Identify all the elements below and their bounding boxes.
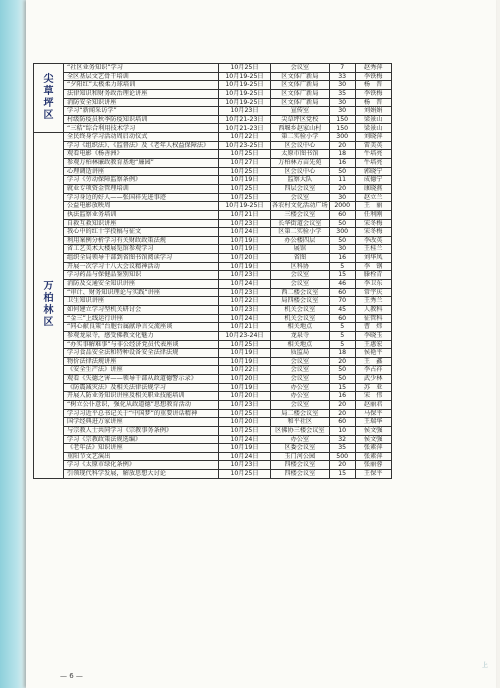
activity-cell: 消防安全知识讲座 xyxy=(64,98,219,107)
activity-cell: 观看电影《杨善洲》 xyxy=(64,150,219,159)
activity-cell: 学习“新闻采访学” xyxy=(64,107,219,116)
contact-person-cell: 王桂兰 xyxy=(355,245,391,254)
activity-cell: “审计、财务知识理论与实践”讲座 xyxy=(64,288,219,297)
contact-person-cell: 梁景山 xyxy=(355,115,391,124)
contact-person-cell: 刘晓萍 xyxy=(355,133,391,142)
attendee-count-cell: 16 xyxy=(329,392,355,401)
table-row xyxy=(34,357,392,366)
time-cell: 10月23日 xyxy=(219,461,271,470)
district-name: 万柏林区 xyxy=(43,281,54,329)
contact-person-cell: 刘华凤 xyxy=(355,254,391,263)
contact-person-cell: 马保平 xyxy=(355,409,391,418)
activity-cell: 执法监察业务培训 xyxy=(64,210,219,219)
contact-person-cell: 梁景山 xyxy=(355,124,391,133)
place-cell: 会议室 xyxy=(271,400,330,409)
place-cell: 区第二实验小学 xyxy=(271,228,330,237)
table-row xyxy=(34,297,392,306)
attendee-count-cell: 35 xyxy=(329,89,355,98)
place-cell: 办公楼四层 xyxy=(271,236,330,245)
table-row xyxy=(34,470,392,479)
activity-cell: 法律知识和财务政治理论讲座 xyxy=(64,89,219,98)
time-cell: 10月24日 xyxy=(219,280,271,289)
place-cell: 区文体广新局 xyxy=(271,98,330,107)
table-row xyxy=(34,202,392,211)
attendee-count-cell: 7 xyxy=(329,64,355,73)
place-cell: 相关地点 xyxy=(271,323,330,332)
contact-person-cell: 李卫东 xyxy=(355,280,391,289)
time-cell: 10月22日 xyxy=(219,297,271,306)
attendee-count-cell: 16 xyxy=(329,254,355,263)
activity-cell: 组织全局领导干部到省图书馆阅读学习 xyxy=(64,254,219,263)
time-cell: 10月19日 xyxy=(219,349,271,358)
place-cell: 区佛协三楼会议室 xyxy=(271,426,330,435)
place-cell: 区科协 xyxy=(271,262,330,271)
time-cell: 10月19-25日 xyxy=(219,72,271,81)
attendee-count-cell: 60 xyxy=(329,314,355,323)
attendee-count-cell: 18 xyxy=(329,150,355,159)
attendee-count-cell: 60 xyxy=(329,418,355,427)
activity-cell: 学习食品安全法和特种设备安全法律法规 xyxy=(64,349,219,358)
contact-person-cell: 王 丽 xyxy=(355,202,391,211)
place-cell: 办公室 xyxy=(271,435,330,444)
table-row xyxy=(34,193,392,202)
activity-cell: 利用案例分析学习有关财政政策法规 xyxy=(64,236,219,245)
place-cell: 四层会议室 xyxy=(271,184,330,193)
time-cell: 10月21日 xyxy=(219,210,271,219)
attendee-count-cell: 5 xyxy=(329,331,355,340)
attendee-count-cell: 20 xyxy=(329,400,355,409)
table-row xyxy=(34,184,392,193)
time-cell: 10月23日 xyxy=(219,107,271,116)
attendee-count-cell: 70 xyxy=(329,297,355,306)
contact-person-cell: 苏 亚 xyxy=(355,383,391,392)
time-cell: 10月23-25日 xyxy=(219,141,271,150)
attendee-count-cell: 50 xyxy=(329,219,355,228)
activity-cell: 与宗教人士共同学习《宗教事务条例》 xyxy=(64,426,219,435)
contact-person-cell: 侯文强 xyxy=(355,435,391,444)
activity-cell: 如何建立学习型机关研讨会 xyxy=(64,305,219,314)
attendee-count-cell: 11 xyxy=(329,176,355,185)
activity-table xyxy=(33,63,392,479)
district-cell xyxy=(34,64,64,133)
time-cell: 10月25日 xyxy=(219,184,271,193)
attendee-count-cell: 5 xyxy=(329,262,355,271)
activity-cell: 全民终身学习活动周启动仪式 xyxy=(64,133,219,142)
activity-cell: 心理调适讲座 xyxy=(64,167,219,176)
contact-person-cell: 王 鑫 xyxy=(355,357,391,366)
place-cell: 第二实验小学 xyxy=(271,133,330,142)
table-row xyxy=(34,323,392,332)
place-cell: 区委会议室 xyxy=(271,444,330,453)
table-row xyxy=(34,262,392,271)
place-cell: 会议室 xyxy=(271,366,330,375)
contact-person-cell: 任利刚 xyxy=(355,210,391,219)
activity-cell: 国学经典进万家讲座 xyxy=(64,418,219,427)
time-cell: 10月24日 xyxy=(219,435,271,444)
contact-person-cell: 赵秀萍 xyxy=(355,64,391,73)
time-cell: 10月19日 xyxy=(219,383,271,392)
attendee-count-cell: 33 xyxy=(329,72,355,81)
attendee-count-cell: 2000 xyxy=(329,202,355,211)
time-cell: 10月25日 xyxy=(219,150,271,159)
district-cell xyxy=(34,133,64,479)
time-cell: 10月25日 xyxy=(219,340,271,349)
place-cell: 西堰乡赵家山村 xyxy=(271,124,330,133)
table-row xyxy=(34,366,392,375)
time-cell: 10月23-24日 xyxy=(219,331,271,340)
activity-cell: “金三”上线运行讲座 xyxy=(64,314,219,323)
activity-cell: “树立公仆意识，强化从政道德”思想教育活动 xyxy=(64,400,219,409)
activity-cell: 引领现代科学发展，解放思想大讨论 xyxy=(64,470,219,479)
attendee-count-cell: 150 xyxy=(329,115,355,124)
place-cell: 各农村文化活动广场 xyxy=(272,202,328,210)
activity-cell: 开展一次学习十八大会议精神活动 xyxy=(64,262,219,271)
activity-cell: 全区基层文艺骨干培训 xyxy=(64,72,219,81)
activity-cell: 我心中的红十字投稿与征文 xyxy=(64,228,219,237)
place-cell: 质监局 xyxy=(271,349,330,358)
time-cell: 10月23日 xyxy=(219,271,271,280)
contact-person-cell: 雷美英 xyxy=(355,141,391,150)
place-cell: 区会议中心 xyxy=(271,167,330,176)
activity-cell: “三秸”综合利用技术学习 xyxy=(64,124,219,133)
attendee-count-cell: 20 xyxy=(329,461,355,470)
activity-cell: 自救互救知识讲座 xyxy=(64,219,219,228)
place-cell: 区文体广新局 xyxy=(271,72,330,81)
table-row xyxy=(34,444,392,453)
margin-note: 上 xyxy=(482,662,489,669)
time-cell: 10月24日 xyxy=(219,228,271,237)
contact-person-cell: 常宇庆 xyxy=(355,288,391,297)
district-name: 尖草坪区 xyxy=(43,74,54,122)
table-row xyxy=(34,375,392,384)
contact-person-cell: 李占祥 xyxy=(355,366,391,375)
place-cell: 相关地点 xyxy=(271,340,330,349)
contact-person-cell: 赵立兰 xyxy=(355,193,391,202)
place-cell: 会议室 xyxy=(271,280,330,289)
time-cell: 10月23日 xyxy=(219,400,271,409)
contact-person-cell: 侯文强 xyxy=(355,426,391,435)
place-cell: 办公室 xyxy=(271,383,330,392)
activity-cell: 学习《太原市绿化条例》 xyxy=(64,461,219,470)
activity-cell: 参观万柏林廉政教育基地“廉园” xyxy=(64,159,219,168)
table-row xyxy=(34,141,392,150)
activity-cell: 学习药品与保健品鉴别知识 xyxy=(64,271,219,280)
activity-cell: 物价法律法规讲座 xyxy=(64,357,219,366)
table-row xyxy=(34,288,392,297)
activity-cell: 《防震减灾法》及相关法律法规学习 xyxy=(64,383,219,392)
attendee-count-cell: 300 xyxy=(329,228,355,237)
table-row xyxy=(34,98,392,107)
activity-cell: “夕阳红”太极柔力球培训 xyxy=(64,81,219,90)
activity-cell: 公益电影放映周 xyxy=(64,202,219,211)
table-row xyxy=(34,349,392,358)
attendee-count-cell: 30 xyxy=(329,193,355,202)
time-cell: 10月25日 xyxy=(219,167,271,176)
activity-cell: 学习身边的好人——张国祥先进事迹 xyxy=(64,193,219,202)
table-row xyxy=(34,271,392,280)
table-row xyxy=(34,228,392,237)
time-cell: 10月21日 xyxy=(219,323,271,332)
attendee-count-cell: 20 xyxy=(329,184,355,193)
table-row xyxy=(34,210,392,219)
contact-person-cell: 王惠宏 xyxy=(355,340,391,349)
table-row xyxy=(34,64,392,73)
table-row xyxy=(34,392,392,401)
attendee-count-cell: 15 xyxy=(329,383,355,392)
place-cell: 四楼会议室 xyxy=(271,470,330,479)
attendee-count-cell: 60 xyxy=(329,288,355,297)
contact-person-cell: 刘娟娟 xyxy=(355,107,391,116)
activity-cell: “社区业务知识”学习 xyxy=(64,64,219,73)
activity-cell: 重阳节文艺演出 xyxy=(64,452,219,461)
time-cell: 10月24日 xyxy=(219,314,271,323)
contact-person-cell: 杨 晋 xyxy=(355,98,391,107)
activity-cell: “同心献良策”台胞台属献诤言交流座谈 xyxy=(64,323,219,332)
place-cell: 四楼会议室 xyxy=(271,461,330,470)
scan-background-edge xyxy=(0,0,28,688)
activity-cell: 消防及交通安全知识讲座 xyxy=(64,280,219,289)
contact-person-cell: 侯艳平 xyxy=(355,349,391,358)
attendee-count-cell: 500 xyxy=(329,452,355,461)
contact-person-cell: 曹 炜 xyxy=(355,323,391,332)
contact-person-cell: 人教科 xyxy=(355,305,391,314)
time-cell: 10月19-25日 xyxy=(219,89,271,98)
time-cell: 10月20日 xyxy=(219,392,271,401)
time-cell: 10月23日 xyxy=(219,305,271,314)
table-row xyxy=(34,133,392,142)
place-cell: 区文体广新局 xyxy=(271,89,330,98)
time-cell: 10月22日 xyxy=(219,366,271,375)
table-row xyxy=(34,280,392,289)
time-cell: 10月23日 xyxy=(219,219,271,228)
table-row xyxy=(34,115,392,124)
contact-person-cell: 宋冬梅 xyxy=(355,219,391,228)
time-cell: 10月27日 xyxy=(219,159,271,168)
time-cell: 10月20日 xyxy=(219,418,271,427)
attendee-count-cell: 30 xyxy=(329,98,355,107)
time-cell: 10月19-25日 xyxy=(219,81,271,90)
attendee-count-cell: 30 xyxy=(329,107,355,116)
place-cell: 展馆 xyxy=(271,245,330,254)
table-row xyxy=(34,461,392,470)
activity-cell: 就业专项资金管理培训 xyxy=(64,184,219,193)
contact-person-cell: 张素萍 xyxy=(355,444,391,453)
place-cell: 长华街道会议室 xyxy=(271,219,330,228)
table-row xyxy=(34,107,392,116)
table-row xyxy=(34,340,392,349)
time-cell: 10月19日 xyxy=(219,176,271,185)
time-cell: 10月19日 xyxy=(219,236,271,245)
activity-cell: 开展人防业务知识讲座及相关职业技能培训 xyxy=(64,392,219,401)
contact-person-cell: 牛培亮 xyxy=(355,159,391,168)
contact-person-cell: 张素萍 xyxy=(355,452,391,461)
time-cell: 10月24日 xyxy=(219,452,271,461)
attendee-count-cell: 20 xyxy=(329,141,355,150)
contact-person-cell: 王秀兰 xyxy=(355,297,391,306)
contact-person-cell: 武少林 xyxy=(355,375,391,384)
activity-cell: 村级防疫员秋季防疫知识培训 xyxy=(64,115,219,124)
place-cell: 万柏林方亩先苑 xyxy=(271,159,330,168)
table-row xyxy=(34,452,392,461)
attendee-count-cell: 15 xyxy=(329,271,355,280)
attendee-count-cell: 50 xyxy=(329,366,355,375)
place-cell: 会议室 xyxy=(271,64,330,73)
attendee-count-cell: 50 xyxy=(329,375,355,384)
place-cell: 会议室 xyxy=(271,271,330,280)
place-cell: 会议室 xyxy=(271,357,330,366)
time-cell: 10月23日 xyxy=(219,288,271,297)
time-cell: 10月20日 xyxy=(219,375,271,384)
table-row xyxy=(34,418,392,427)
time-cell: 10月19日 xyxy=(219,444,271,453)
place-cell: 龙泉寺 xyxy=(271,331,330,340)
place-cell: 机关会议室 xyxy=(271,314,330,323)
time-cell: 10月20日 xyxy=(219,254,271,263)
table-row xyxy=(34,72,392,81)
activity-cell: 学习习近平总书记关于“中国梦”的重要讲话精神 xyxy=(64,409,219,418)
attendee-count-cell: 150 xyxy=(329,124,355,133)
place-cell: 和平社区 xyxy=(271,418,330,427)
time-cell: 10月21-23日 xyxy=(219,124,271,133)
time-cell: 10月19日 xyxy=(219,357,271,366)
place-cell: 办公室 xyxy=(271,392,330,401)
attendee-count-cell: 50 xyxy=(329,167,355,176)
table-row xyxy=(34,236,392,245)
table-row xyxy=(34,400,392,409)
table-row xyxy=(34,426,392,435)
table-row xyxy=(34,176,392,185)
time-cell: 10月19-25日 xyxy=(219,202,271,211)
place-cell: 西二楼会议室 xyxy=(271,288,330,297)
contact-person-cell: 李铁梅 xyxy=(355,89,391,98)
attendee-count-cell: 50 xyxy=(329,236,355,245)
contact-person-cell: 赵丽君 xyxy=(355,400,391,409)
table-row xyxy=(34,245,392,254)
table-row xyxy=(34,383,392,392)
activity-cell: 《老年法》知识讲座 xyxy=(64,444,219,453)
activity-cell: 观看《失德之害——领导干部从政道德警示录》 xyxy=(64,375,219,384)
attendee-count-cell: 32 xyxy=(329,435,355,444)
place-cell: 局四楼会议室 xyxy=(271,297,330,306)
place-cell: 机关会议室 xyxy=(271,305,330,314)
contact-person-cell: 成德宁 xyxy=(355,176,391,185)
place-cell: 三楼会议室 xyxy=(271,210,330,219)
activity-cell: 学习《宗教政策法规选编》 xyxy=(64,435,219,444)
time-cell: 10月25日 xyxy=(219,409,271,418)
place-cell: 省图 xyxy=(271,254,330,263)
contact-person-cell: 宋冬梅 xyxy=(355,228,391,237)
time-cell: 10月25日 xyxy=(219,64,271,73)
time-cell: 10月25日 xyxy=(219,470,271,479)
contact-person-cell: 张丽蓉 xyxy=(355,461,391,470)
attendee-count-cell: 45 xyxy=(329,305,355,314)
contact-person-cell: 郭晓宁 xyxy=(355,167,391,176)
activity-cell: 学习《劳动保障监察条例》 xyxy=(64,176,219,185)
table-row xyxy=(34,81,392,90)
activity-cell: 学习《组织法》、《监督法》及《老年人权益保障法》 xyxy=(64,141,219,150)
contact-person-cell: 牛培亮 xyxy=(355,150,391,159)
attendee-count-cell: 20 xyxy=(329,409,355,418)
contact-person-cell: 滕栓青 xyxy=(355,271,391,280)
attendee-count-cell: 10 xyxy=(329,426,355,435)
time-cell: 10月25日 xyxy=(219,193,271,202)
table-row xyxy=(34,331,392,340)
place-cell: 局二楼会议室 xyxy=(271,409,330,418)
attendee-count-cell: 300 xyxy=(329,133,355,142)
activity-cell: 参观龙泉寺，感受佛教文化魅力 xyxy=(64,331,219,340)
place-cell: 会议室 xyxy=(271,193,330,202)
table-row xyxy=(34,167,392,176)
place-cell: 区会议中心 xyxy=(271,141,330,150)
attendee-count-cell: 30 xyxy=(329,245,355,254)
attendee-count-cell: 30 xyxy=(329,81,355,90)
place-cell: 监察大队 xyxy=(271,176,330,185)
activity-cell: “办实事解难事”与非公经济党员代表座谈 xyxy=(64,340,219,349)
contact-person-cell: 康晓燕 xyxy=(355,184,391,193)
time-cell: 10月19-25日 xyxy=(219,98,271,107)
time-cell: 10月19日 xyxy=(219,245,271,254)
activity-cell: 《安全生产法》讲座 xyxy=(64,366,219,375)
attendee-count-cell: 5 xyxy=(329,340,355,349)
contact-person-cell: 李晓玉 xyxy=(355,331,391,340)
time-cell: 10月19日 xyxy=(219,262,271,271)
table-row xyxy=(34,124,392,133)
table-row xyxy=(34,409,392,418)
table-row xyxy=(34,254,392,263)
table-row xyxy=(34,89,392,98)
attendee-count-cell: 60 xyxy=(329,210,355,219)
contact-person-cell: 宋 伟 xyxy=(355,392,391,401)
contact-person-cell: 李铁梅 xyxy=(355,72,391,81)
place-cell: 玉门河公园 xyxy=(271,452,330,461)
contact-person-cell: 杨 晋 xyxy=(355,81,391,90)
table-row xyxy=(34,159,392,168)
contact-person-cell: 征管科 xyxy=(355,314,391,323)
attendee-count-cell: 20 xyxy=(329,357,355,366)
attendee-count-cell: 5 xyxy=(329,323,355,332)
contact-person-cell: 李改英 xyxy=(355,236,391,245)
table-row xyxy=(34,150,392,159)
table-row xyxy=(34,314,392,323)
attendee-count-cell: 46 xyxy=(329,280,355,289)
contact-person-cell: 王保平 xyxy=(355,470,391,479)
table-row xyxy=(34,219,392,228)
place-cell: 宣传室 xyxy=(271,107,330,116)
time-cell: 10月22日 xyxy=(219,133,271,142)
time-cell: 10月25日 xyxy=(219,426,271,435)
table-row xyxy=(34,435,392,444)
attendee-count-cell: 35 xyxy=(329,444,355,453)
place-cell: 尖草坪区党校 xyxy=(271,115,330,124)
page-number: — 6 — xyxy=(60,672,83,680)
attendee-count-cell: 16 xyxy=(329,159,355,168)
contact-person-cell: 王瑞华 xyxy=(355,418,391,427)
place-cell: 区文体广新局 xyxy=(271,81,330,90)
attendee-count-cell: 15 xyxy=(329,470,355,479)
place-cell: 太原市图书馆 xyxy=(271,150,330,159)
table-row xyxy=(34,305,392,314)
activity-cell: 卫生知识讲座 xyxy=(64,297,219,306)
place-cell: 会议室 xyxy=(271,375,330,384)
attendee-count-cell: 18 xyxy=(329,349,355,358)
activity-cell: 省工艺美术大楼展览馆参观学习 xyxy=(64,245,219,254)
time-cell: 10月21-23日 xyxy=(219,115,271,124)
contact-person-cell: 李 钢 xyxy=(355,262,391,271)
